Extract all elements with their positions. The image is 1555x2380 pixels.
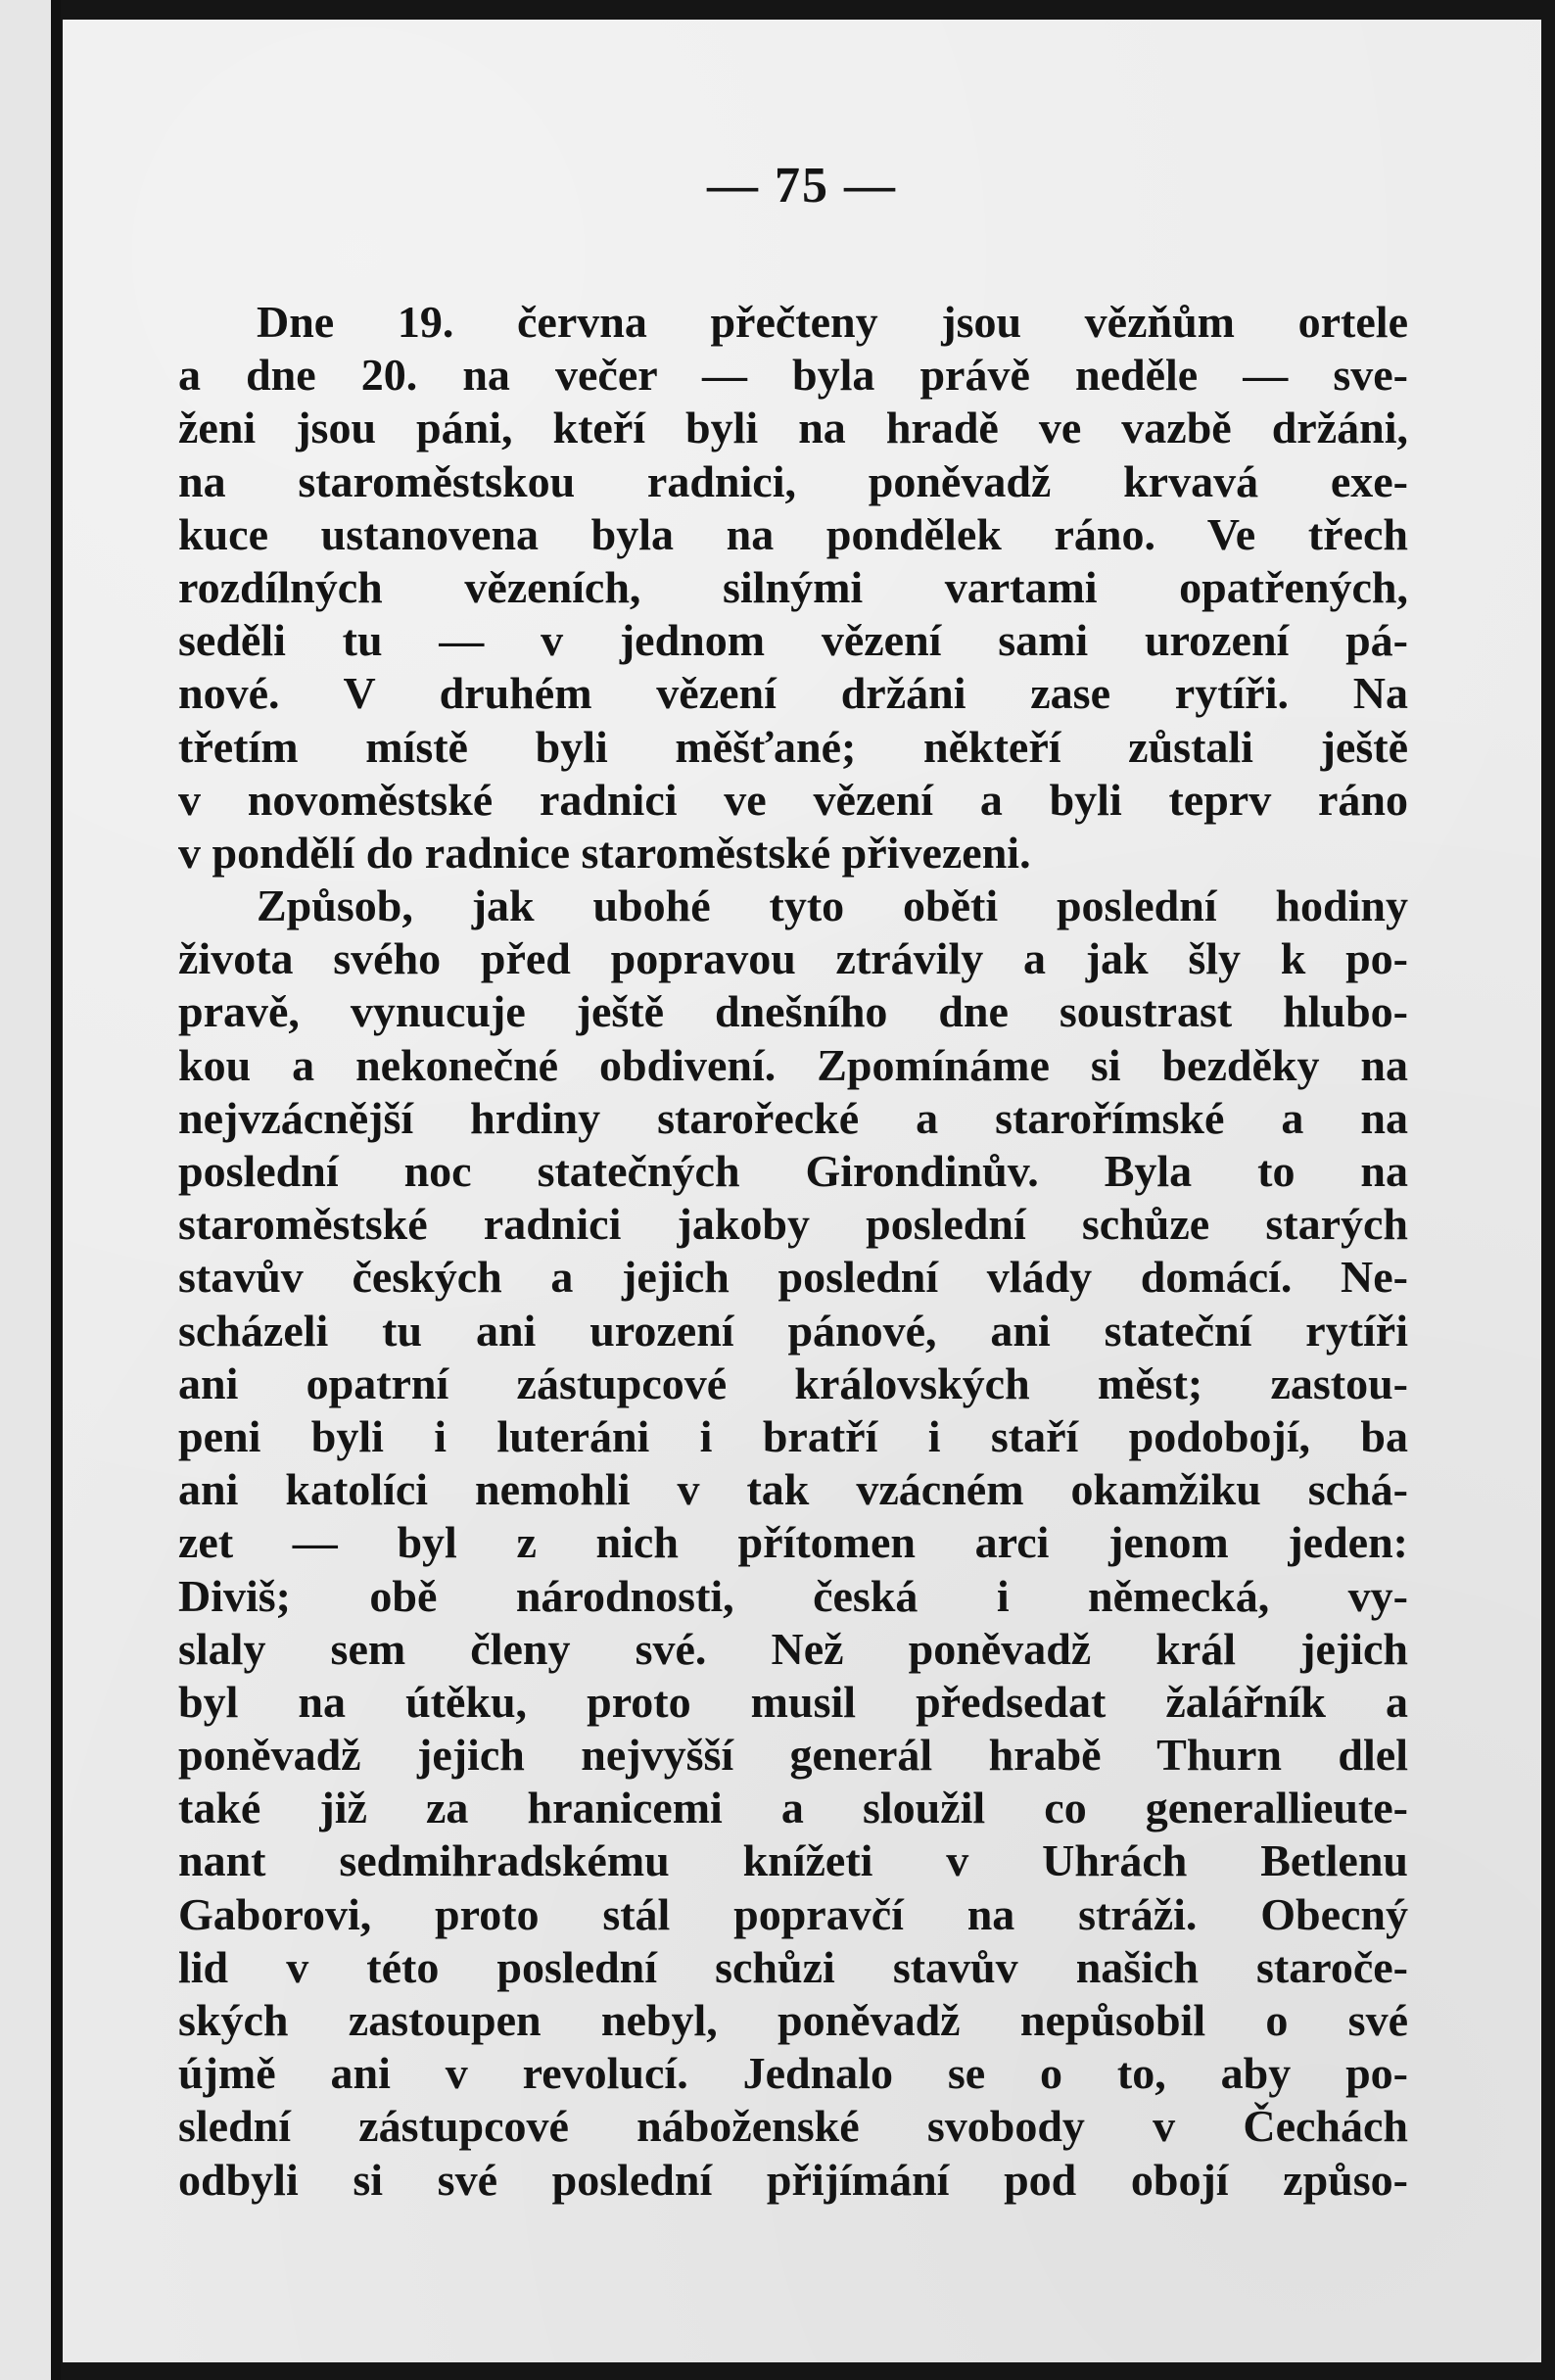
- text-line: pravě, vynucuje ještě dnešního dne soustrast hlubo-: [178, 986, 1408, 1037]
- book-page: [63, 20, 1541, 2362]
- text-line: a dne 20. na večer — byla právě neděle — sve-: [178, 350, 1408, 401]
- text-line: nejvzácnější hrdiny starořecké a starořímské a na: [178, 1092, 1408, 1143]
- text-line: nant sedmihradskému knížeti v Uhrách Betlenu: [178, 1835, 1408, 1886]
- text-line: Způsob, jak ubohé tyto oběti poslední hodiny: [257, 881, 1408, 931]
- text-line: třetím místě byli měšťané; někteří zůstali ještě: [178, 721, 1408, 772]
- text-line: slaly sem členy své. Než poněvadž král jejich: [178, 1623, 1408, 1674]
- page-number: — 75 —: [707, 158, 897, 214]
- text-line: byl na útěku, proto musil předsedat žalářník a: [178, 1676, 1408, 1727]
- facing-page-edge: [0, 0, 61, 2380]
- text-line: scházeli tu ani urození pánové, ani stateční rytíři: [178, 1305, 1408, 1356]
- text-line: kuce ustanovena byla na pondělek ráno. Ve třech: [178, 508, 1408, 559]
- text-line: ani opatrní zástupcové královských měst; zastou-: [178, 1357, 1408, 1408]
- text-line: seděli tu — v jednom vězení sami urození pá-: [178, 615, 1408, 666]
- text-line: ani katolíci nemohli v tak vzácném okamžiku schá-: [178, 1464, 1408, 1515]
- text-line: v pondělí do radnice staroměstské přivezeni.: [178, 827, 1031, 878]
- text-line: újmě ani v revolucí. Jednalo se o to, aby po-: [178, 2048, 1408, 2099]
- text-line: Diviš; obě národnosti, česká i německá, vy-: [178, 1570, 1408, 1621]
- text-line: staroměstské radnici jakoby poslední schůze starých: [178, 1199, 1408, 1250]
- text-line: lid v této poslední schůzi stavův našich staroče-: [178, 1941, 1408, 1992]
- text-line: stavův českých a jejich poslední vlády domácí. Ne-: [178, 1252, 1408, 1303]
- text-line: v novoměstské radnici ve vězení a byli teprv ráno: [178, 774, 1408, 825]
- text-line: slední zástupcové náboženské svobody v Čechách: [178, 2101, 1408, 2152]
- text-line: života svého před popravou ztrávily a jak šly k po-: [178, 933, 1408, 984]
- text-line: zet — byl z nich přítomen arci jenom jeden:: [178, 1517, 1408, 1568]
- text-line: peni byli i luteráni i bratří i staří podobojí, ba: [178, 1410, 1408, 1461]
- text-line: poslední noc statečných Girondinův. Byla to na: [178, 1146, 1408, 1196]
- text-line: na staroměstskou radnici, poněvadž krvavá exe-: [178, 455, 1408, 506]
- body-text: [178, 296, 1408, 2207]
- text-line: poněvadž jejich nejvyšší generál hrabě Thurn dlel: [178, 1730, 1408, 1781]
- text-line: rozdílných vězeních, silnými vartami opatřených,: [178, 561, 1408, 612]
- text-line: ských zastoupen nebyl, poněvadž nepůsobil o své: [178, 1995, 1408, 2045]
- text-line: Dne 19. června přečteny jsou vězňům ortele: [257, 297, 1408, 347]
- text-line: ženi jsou páni, kteří byli na hradě ve vazbě držáni,: [178, 403, 1408, 453]
- text-line: kou a nekonečné obdivení. Zpomínáme si bezděky na: [178, 1039, 1408, 1090]
- text-line: nové. V druhém vězení držáni zase rytíři. Na: [178, 668, 1408, 719]
- text-line: Gaborovi, proto stál popravčí na stráži. Obecný: [178, 1888, 1408, 1939]
- text-line: odbyli si své poslední přijímání pod obojí způso-: [178, 2154, 1408, 2205]
- text-line: také již za hranicemi a sloužil co generallieute-: [178, 1783, 1408, 1833]
